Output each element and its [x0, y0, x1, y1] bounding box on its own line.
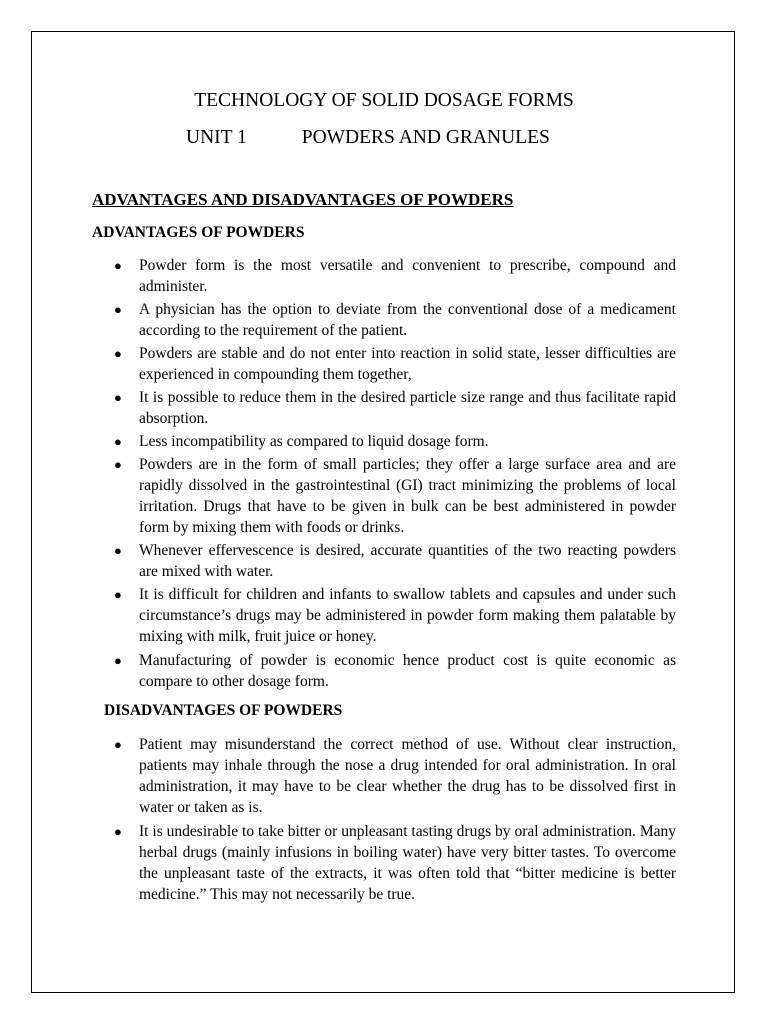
unit-topic: POWDERS AND GRANULES — [301, 127, 550, 148]
bullet-icon: ● — [114, 587, 122, 602]
list-item-text: A physician has the option to deviate from the conventional dose of a medicament according to the requirement of the patient. — [139, 301, 676, 339]
list-item — [110, 540, 676, 582]
bullet-icon: ● — [114, 258, 122, 273]
list-item — [110, 255, 676, 297]
list-item — [110, 734, 676, 818]
list-item — [110, 821, 676, 905]
list-item-text: It is undesirable to take bitter or unpleasant tasting drugs by oral administration. Many herbal drugs (mainly infusions in boiling water) have very bitter tastes. To overcome the unpleasant taste of the extracts, it was often told that “bitter medicine is better medicine.” This may not necessarily be true. — [139, 823, 676, 903]
bullet-icon: ● — [114, 434, 122, 449]
list-item-text: Powders are stable and do not enter into reaction in solid state, lesser difficulties are experienced in compounding them together, — [139, 345, 676, 383]
bullet-icon: ● — [114, 824, 122, 839]
list-item — [110, 387, 676, 429]
disadvantages-heading: DISADVANTAGES OF POWDERS — [104, 702, 343, 719]
section-heading: ADVANTAGES AND DISADVANTAGES OF POWDERS — [92, 190, 514, 209]
disadvantages-list — [110, 734, 676, 908]
unit-label: UNIT 1 — [186, 127, 247, 148]
bullet-icon: ● — [114, 390, 122, 405]
bullet-icon: ● — [114, 346, 122, 361]
list-item-text: Manufacturing of powder is economic hence product cost is quite economic as compare to other dosage form. — [139, 652, 676, 690]
bullet-icon: ● — [114, 543, 122, 558]
bullet-icon: ● — [114, 737, 122, 752]
list-item-text: Powder form is the most versatile and convenient to prescribe, compound and administer. — [139, 257, 676, 295]
bullet-icon: ● — [114, 457, 122, 472]
list-item-text: It is possible to reduce them in the desired particle size range and thus facilitate rapid absorption. — [139, 389, 676, 427]
list-item-text: It is difficult for children and infants to swallow tablets and capsules and under such circumstance’s drugs may be administered in powder form making them palatable by mixing with milk, fruit juice or honey. — [139, 586, 676, 645]
advantages-heading: ADVANTAGES OF POWDERS — [92, 224, 305, 241]
list-item — [110, 343, 676, 385]
document-title: TECHNOLOGY OF SOLID DOSAGE FORMS — [194, 90, 574, 111]
list-item — [110, 650, 676, 692]
list-item-text: Whenever effervescence is desired, accurate quantities of the two reacting powders are mixed with water. — [139, 542, 676, 580]
bullet-icon: ● — [114, 302, 122, 317]
bullet-icon: ● — [114, 653, 122, 668]
unit-heading — [186, 127, 550, 149]
list-item — [110, 454, 676, 538]
advantages-list — [110, 255, 676, 694]
list-item-text: Powders are in the form of small particles; they offer a large surface area and are rapidly dissolved in the gastrointestinal (GI) tract minimizing the problems of local irritation. Drugs that have to be given in bulk can be best administered in powder form by mixing them with foods or drinks. — [139, 456, 676, 536]
list-item — [110, 299, 676, 341]
list-item-text: Patient may misunderstand the correct method of use. Without clear instruction, patients may inhale through the nose a drug intended for oral administration. In oral administration, it may have to be clear whether the drug has to be dissolved first in water or taken as is. — [139, 736, 676, 816]
list-item-text: Less incompatibility as compared to liquid dosage form. — [139, 433, 489, 450]
list-item — [110, 584, 676, 647]
list-item — [110, 431, 676, 452]
